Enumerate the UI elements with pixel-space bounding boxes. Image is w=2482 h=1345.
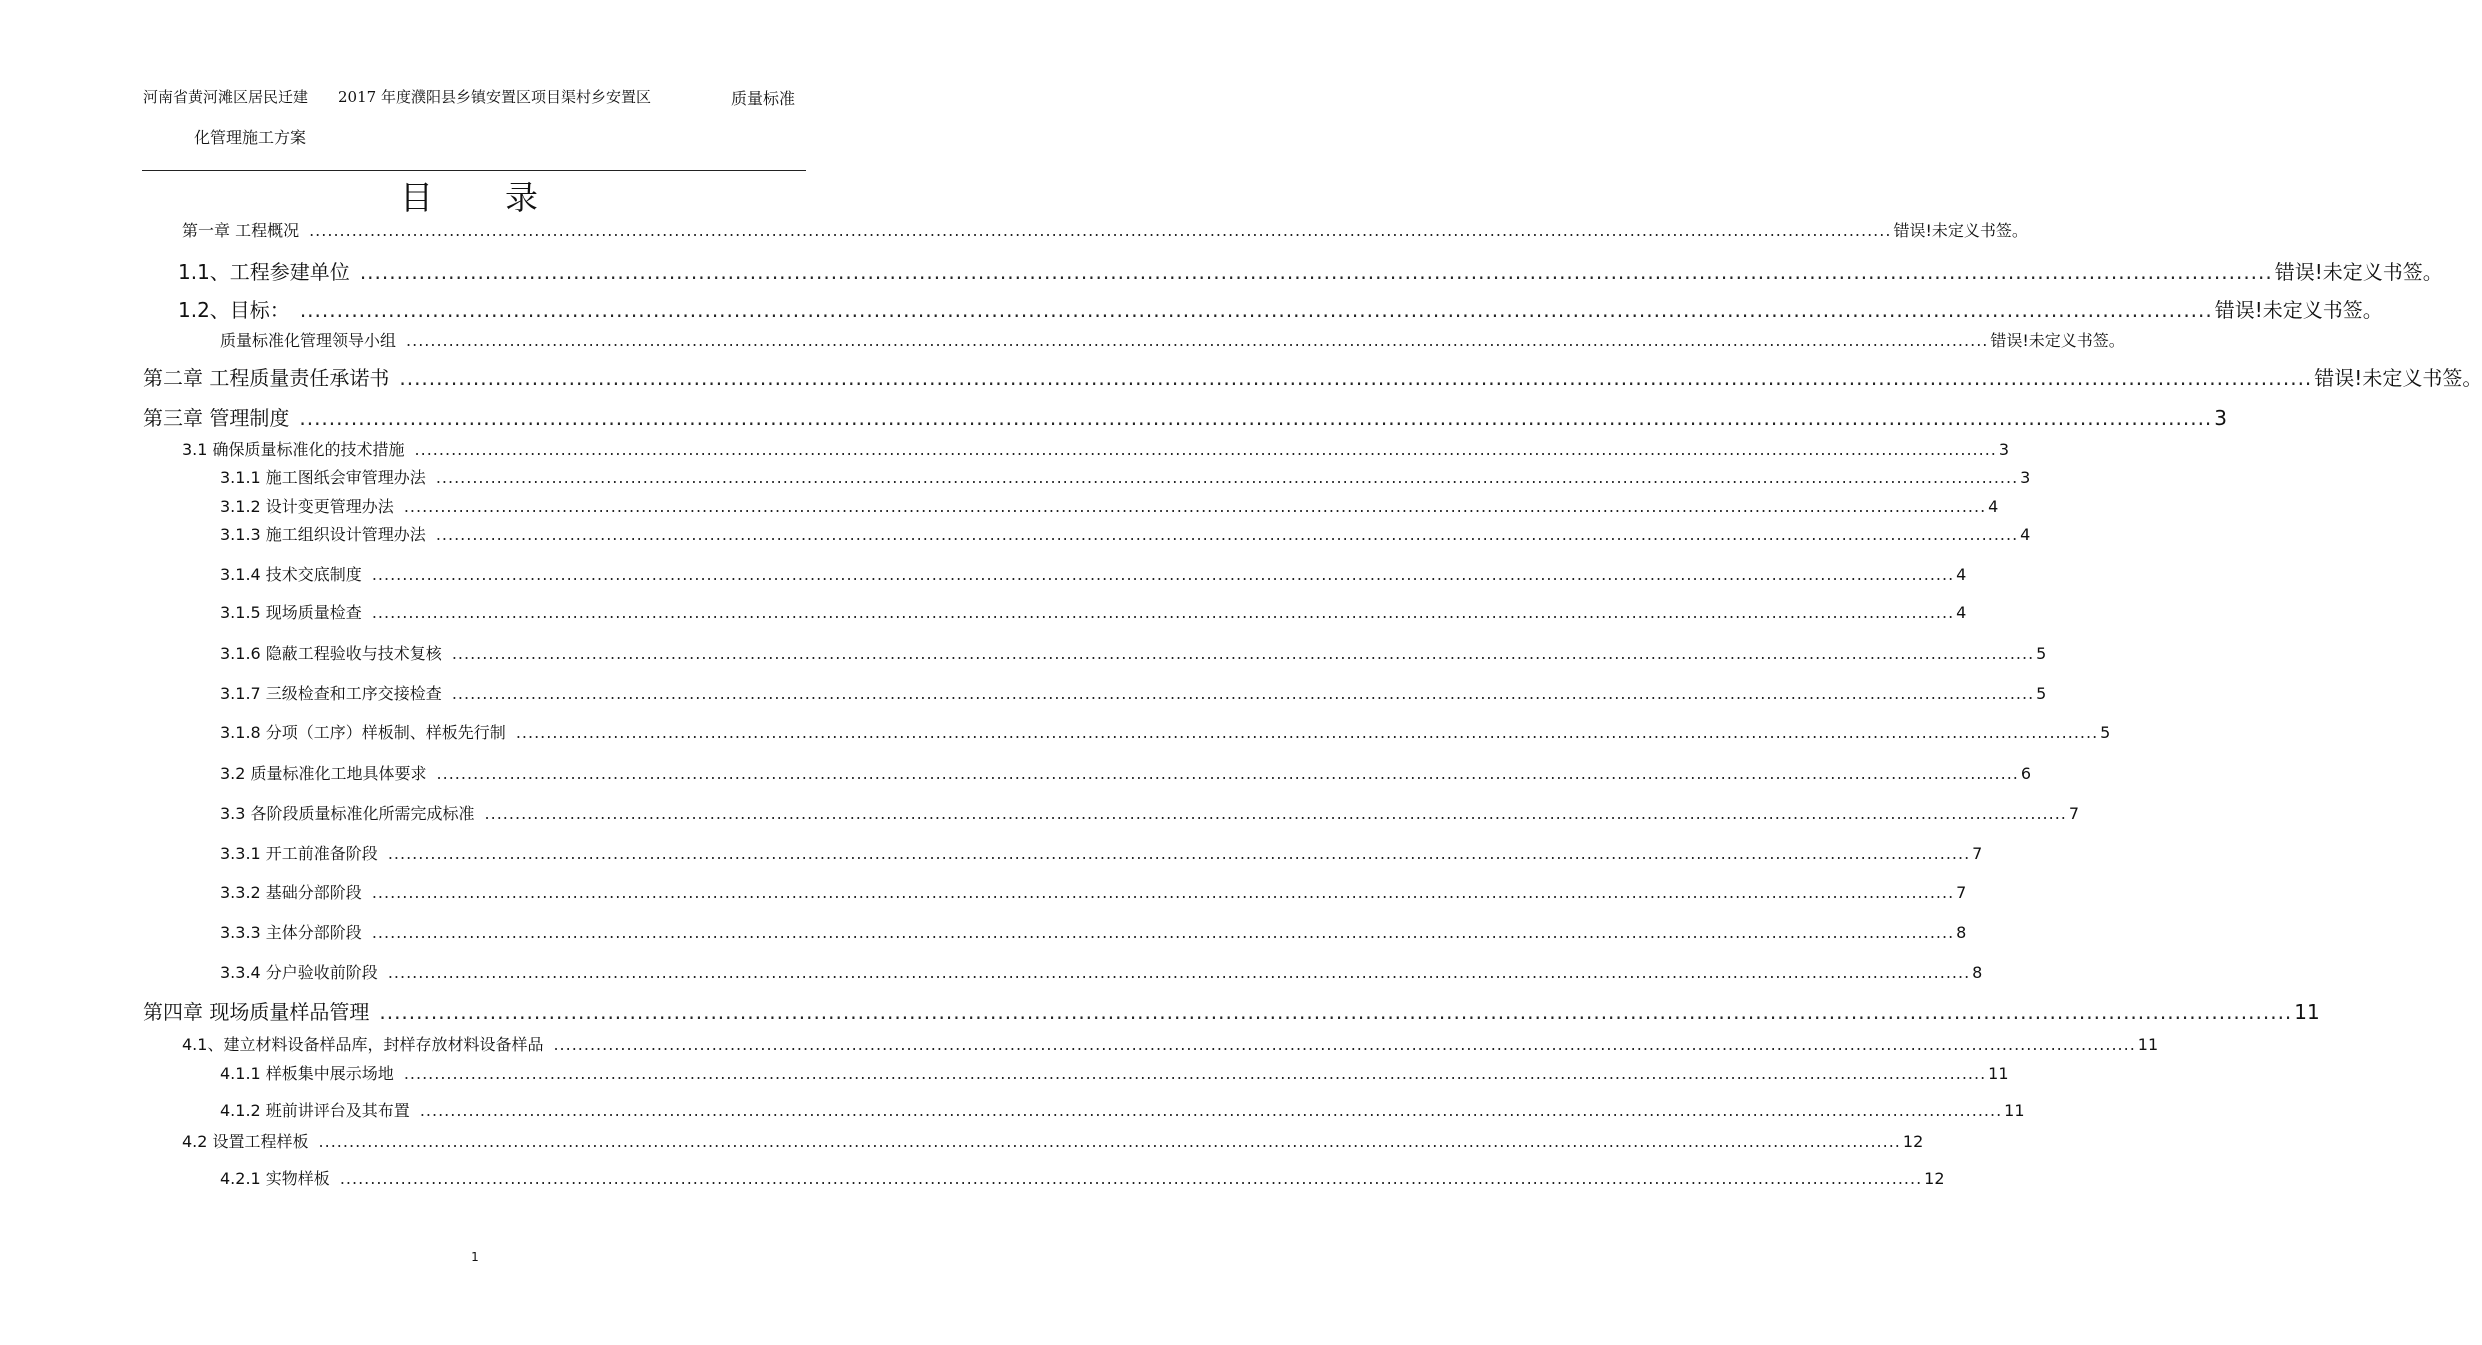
toc-leader: .................................................................................................................................................................................................................................................................... xyxy=(371,565,1955,584)
toc-entry-label: 3.3.1 开工前准备阶段 xyxy=(220,844,378,863)
toc-leader: .................................................................................................................................................................................................................................................................... xyxy=(406,331,1989,350)
header-quality: 质量标准 xyxy=(731,89,796,108)
page-number: 1 xyxy=(471,1250,479,1264)
toc-entry[interactable] xyxy=(220,761,2032,784)
toc-entry-page: 3 xyxy=(2214,406,2228,430)
toc-entry-page: 5 xyxy=(2036,684,2047,703)
toc-entry-label: 3.1.6 隐蔽工程验收与技术复核 xyxy=(220,644,442,663)
toc-leader: .................................................................................................................................................................................................................................................................... xyxy=(371,603,1955,622)
toc-entry-page: 3 xyxy=(2020,468,2031,487)
toc-entry-page: 6 xyxy=(2020,764,2032,783)
toc-leader: .................................................................................................................................................................................................................................................................... xyxy=(553,1035,2136,1054)
toc-leader: .................................................................................................................................................................................................................................................................... xyxy=(359,260,2273,284)
toc-leader: .................................................................................................................................................................................................................................................................... xyxy=(436,764,2019,783)
toc-leader: .................................................................................................................................................................................................................................................................... xyxy=(371,923,1955,942)
toc-entry-page: 8 xyxy=(1956,923,1967,942)
toc-entry[interactable] xyxy=(220,641,2047,664)
toc-leader: .................................................................................................................................................................................................................................................................... xyxy=(299,298,2213,322)
toc-entry-label: 3.3.2 基础分部阶段 xyxy=(220,883,362,902)
toc-leader: .................................................................................................................................................................................................................................................................... xyxy=(484,804,2067,823)
toc-entry-label: 3.1.5 现场质量检查 xyxy=(220,603,362,622)
toc-entry-page: 7 xyxy=(2068,804,2080,823)
toc-entry-page: 8 xyxy=(1972,963,1983,982)
toc-entry[interactable] xyxy=(178,256,2443,285)
toc-leader: .................................................................................................................................................................................................................................................................... xyxy=(379,1000,2293,1024)
toc-entry-page: 4 xyxy=(2020,525,2031,544)
toc-entry[interactable] xyxy=(143,402,2228,431)
toc-entry-label: 4.1.1 样板集中展示场地 xyxy=(220,1064,394,1083)
toc-entry-page: 11 xyxy=(2004,1101,2025,1120)
toc-entry-page: 4 xyxy=(1956,603,1967,622)
toc-entry[interactable] xyxy=(220,328,2125,351)
toc-entry[interactable] xyxy=(220,960,1983,983)
toc-entry-page: 12 xyxy=(1924,1169,1945,1188)
toc-entry[interactable] xyxy=(220,920,1967,943)
toc-entry-label: 3.1.7 三级检查和工序交接检查 xyxy=(220,684,442,703)
toc-entry[interactable] xyxy=(220,681,2047,704)
toc-entry-page: 4 xyxy=(1988,497,1999,516)
toc-entry[interactable] xyxy=(220,465,2031,488)
toc-entry-label: 3.3.4 分户验收前阶段 xyxy=(220,963,378,982)
toc-entry-page: 12 xyxy=(1902,1132,1924,1151)
toc-leader: .................................................................................................................................................................................................................................................................... xyxy=(399,366,2313,390)
toc-leader: .................................................................................................................................................................................................................................................................... xyxy=(371,883,1955,902)
toc-entry[interactable] xyxy=(143,996,2320,1025)
toc-entry-label: 3.1.1 施工图纸会审管理办法 xyxy=(220,468,426,487)
toc-leader: .................................................................................................................................................................................................................................................................... xyxy=(515,723,2099,742)
toc-leader: .................................................................................................................................................................................................................................................................... xyxy=(403,1064,1987,1083)
toc-entry-page: 错误!未定义书签。 xyxy=(1990,331,2125,350)
toc-leader: .................................................................................................................................................................................................................................................................... xyxy=(414,440,1997,459)
toc-entry-label: 3.1.8 分项（工序）样板制、样板先行制 xyxy=(220,723,506,742)
toc-entry-page: 3 xyxy=(1998,440,2010,459)
toc-leader: .................................................................................................................................................................................................................................................................... xyxy=(318,1132,1901,1151)
toc-leader: .................................................................................................................................................................................................................................................................... xyxy=(435,468,2019,487)
toc-leader: .................................................................................................................................................................................................................................................................... xyxy=(299,406,2213,430)
header-project: 2017 年度濮阳县乡镇安置区项目渠村乡安置区 xyxy=(338,88,651,106)
toc-leader: .................................................................................................................................................................................................................................................................... xyxy=(309,221,1892,240)
toc-entry[interactable] xyxy=(220,1061,2009,1084)
toc-entry-label: 质量标准化管理领导小组 xyxy=(220,331,397,350)
toc-leader: .................................................................................................................................................................................................................................................................... xyxy=(387,844,1971,863)
toc-entry[interactable] xyxy=(182,437,2010,460)
toc-leader: .................................................................................................................................................................................................................................................................... xyxy=(339,1169,1923,1188)
toc-entry-page: 错误!未定义书签。 xyxy=(2314,366,2482,390)
toc-entry-label: 3.1.4 技术交底制度 xyxy=(220,565,362,584)
toc-leader: .................................................................................................................................................................................................................................................................... xyxy=(419,1101,2003,1120)
toc-entry[interactable] xyxy=(220,841,1983,864)
toc-entry-label: 4.2 设置工程样板 xyxy=(182,1132,309,1151)
toc-entry-page: 5 xyxy=(2036,644,2047,663)
toc-entry-label: 3.1 确保质量标准化的技术措施 xyxy=(182,440,405,459)
toc-entry-page: 错误!未定义书签。 xyxy=(2274,260,2443,284)
toc-entry-label: 3.2 质量标准化工地具体要求 xyxy=(220,764,427,783)
toc-entry[interactable] xyxy=(220,801,2080,824)
toc-entry-label: 3.3 各阶段质量标准化所需完成标准 xyxy=(220,804,475,823)
toc-entry-page: 11 xyxy=(2137,1035,2159,1054)
toc-entry-label: 3.1.3 施工组织设计管理办法 xyxy=(220,525,426,544)
toc-entry-page: 11 xyxy=(1988,1064,2009,1083)
toc-leader: .................................................................................................................................................................................................................................................................... xyxy=(435,525,2019,544)
toc-entry-label: 3.3.3 主体分部阶段 xyxy=(220,923,362,942)
toc-entry-page: 5 xyxy=(2100,723,2111,742)
toc-entry-label: 第四章 现场质量样品管理 xyxy=(143,1000,370,1024)
toc-entry-label: 1.2、目标： xyxy=(178,298,290,322)
toc-entry-page: 错误!未定义书签。 xyxy=(2214,298,2383,322)
toc-entry[interactable] xyxy=(178,294,2383,323)
toc-entry-label: 3.1.2 设计变更管理办法 xyxy=(220,497,394,516)
toc-entry[interactable] xyxy=(220,600,1967,623)
toc-entry[interactable] xyxy=(220,522,2031,545)
toc-title: 目录 xyxy=(400,178,610,217)
toc-entry[interactable] xyxy=(182,1032,2159,1055)
toc-entry-label: 4.1.2 班前讲评台及其布置 xyxy=(220,1101,410,1120)
toc-entry[interactable] xyxy=(220,720,2111,743)
toc-entry-label: 第三章 管理制度 xyxy=(143,406,290,430)
toc-entry-label: 4.2.1 实物样板 xyxy=(220,1169,330,1188)
toc-entry[interactable] xyxy=(182,218,2028,241)
header-org: 河南省黄河滩区居民迁建 xyxy=(143,88,309,106)
toc-entry-page: 4 xyxy=(1956,565,1967,584)
toc-entry[interactable] xyxy=(220,494,1999,517)
toc-leader: .................................................................................................................................................................................................................................................................... xyxy=(387,963,1971,982)
toc-entry-label: 1.1、工程参建单位 xyxy=(178,260,350,284)
header-line2: 化管理施工方案 xyxy=(194,128,307,147)
toc-entry[interactable] xyxy=(182,1129,1924,1152)
toc-entry[interactable] xyxy=(220,1098,2025,1121)
toc-entry-page: 错误!未定义书签。 xyxy=(1893,221,2028,240)
toc-entry-label: 第二章 工程质量责任承诺书 xyxy=(143,366,390,390)
toc-entry-page: 7 xyxy=(1972,844,1983,863)
toc-leader: .................................................................................................................................................................................................................................................................... xyxy=(403,497,1987,516)
toc-leader: .................................................................................................................................................................................................................................................................... xyxy=(451,644,2035,663)
toc-leader: .................................................................................................................................................................................................................................................................... xyxy=(451,684,2035,703)
toc-entry[interactable] xyxy=(220,880,1967,903)
toc-entry[interactable] xyxy=(220,1166,1945,1189)
toc-entry[interactable] xyxy=(143,362,2482,391)
toc-entry-page: 11 xyxy=(2294,1000,2320,1024)
toc-entry[interactable] xyxy=(220,562,1967,585)
toc-entry-label: 4.1、建立材料设备样品库，封样存放材料设备样品 xyxy=(182,1035,544,1054)
toc-entry-label: 第一章 工程概况 xyxy=(182,221,300,240)
header-rule xyxy=(142,170,806,171)
toc-entry-page: 7 xyxy=(1956,883,1967,902)
